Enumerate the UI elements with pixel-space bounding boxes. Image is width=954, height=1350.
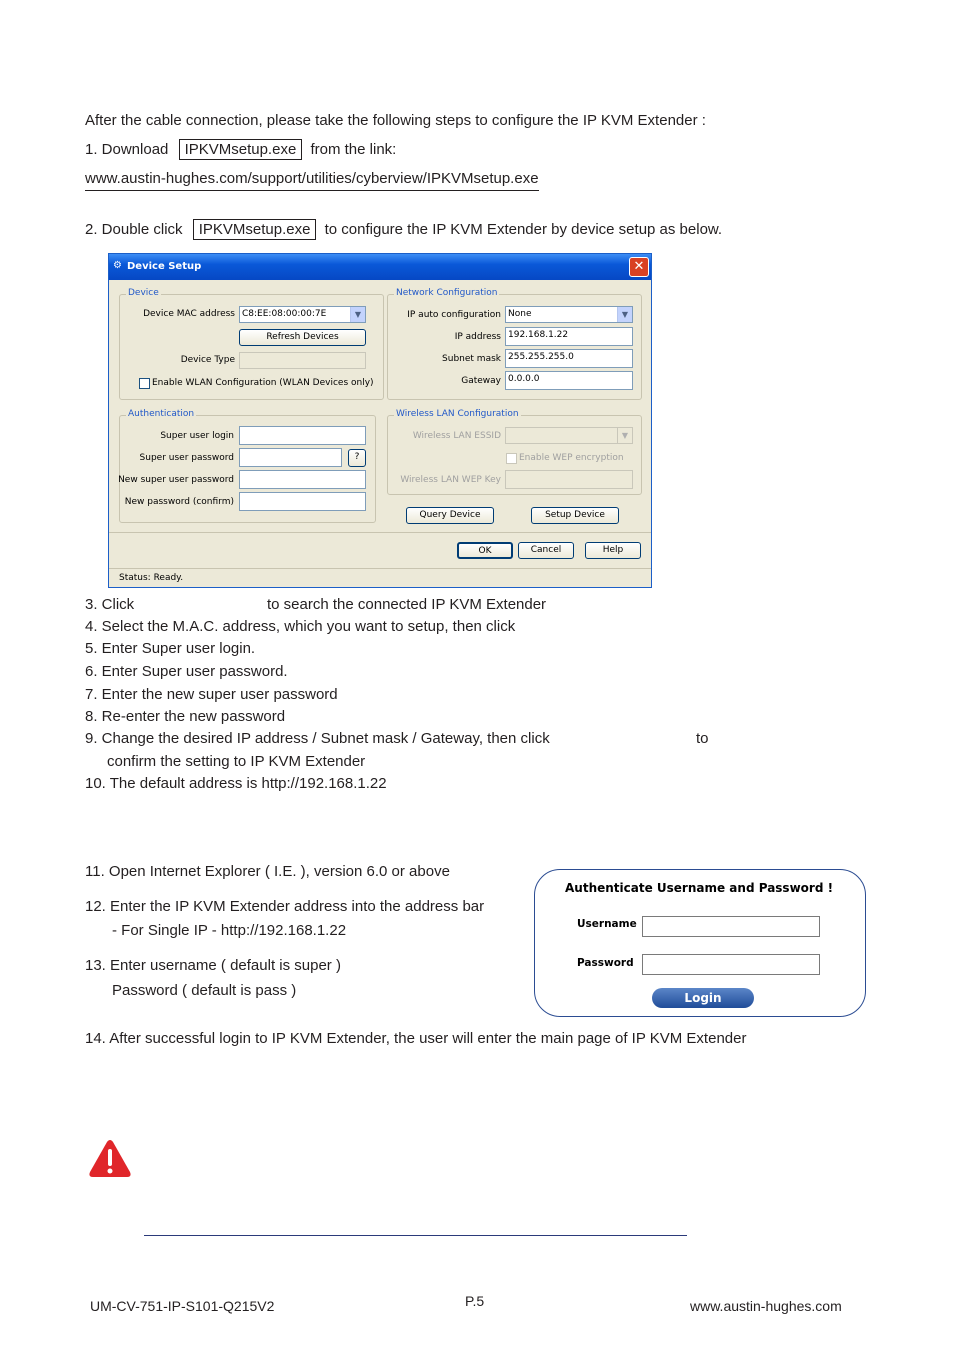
login-button[interactable]: Login [652,988,754,1008]
intro-text: After the cable connection, please take the following steps to configure the IP KVM Extender : [85,112,706,129]
wireless-lan-group-label: Wireless LAN Configuration [396,409,519,419]
step-9: 9. Change the desired IP address / Subnet mask / Gateway, then click [85,730,550,747]
new-password-label: New super user password [118,475,234,485]
mac-label: Device MAC address [143,309,235,319]
step-1-prefix: 1. Download [85,141,169,158]
step-2-prefix: 2. Double click [85,221,183,238]
cancel-button[interactable]: Cancel [518,542,574,559]
password-label: Password [577,957,634,969]
step-3-suffix: to search the connected IP KVM Extender [267,596,547,613]
ip-address-label: IP address [454,332,501,342]
step-9-continued: confirm the setting to IP KVM Extender [107,753,366,770]
wep-checkbox [506,453,517,464]
super-user-login-label: Super user login [160,431,234,441]
step-6: 6. Enter Super user password. [85,663,288,680]
horizontal-rule [144,1235,687,1236]
gateway-label: Gateway [461,376,501,386]
step-14: 14. After successful login to IP KVM Extender, the user will enter the main page of IP KVM Extender [85,1030,747,1047]
footer-doc-id: UM-CV-751-IP-S101-Q215V2 [90,1298,275,1314]
password-input[interactable] [642,954,820,975]
new-password-confirm-field[interactable] [239,492,366,511]
wep-key-label: Wireless LAN WEP Key [400,475,501,485]
ip-auto-value: None [508,309,532,319]
chevron-down-icon: ▼ [617,307,632,322]
dialog-title: Device Setup [127,261,202,272]
subnet-field[interactable]: 255.255.255.0 [505,349,633,368]
ok-button[interactable]: OK [457,542,513,559]
wep-checkbox-label: Enable WEP encryption [519,453,624,463]
new-password-confirm-label: New password (confirm) [124,497,234,507]
footer-website[interactable]: www.austin-hughes.com [690,1298,842,1314]
device-group-label: Device [128,288,159,298]
ip-auto-select[interactable] [505,306,633,323]
wlan-checkbox-label: Enable WLAN Configuration (WLAN Devices only) [152,378,374,388]
refresh-devices-button[interactable]: Refresh Devices [239,329,366,346]
super-user-login-field[interactable] [239,426,366,445]
help-button[interactable]: Help [585,542,641,559]
wep-key-field [505,470,633,489]
step-9-to: to [696,730,709,747]
step-3: 3. Click [85,596,135,613]
subnet-label: Subnet mask [442,354,501,364]
step-1 [85,141,396,158]
step-2-suffix: to configure the IP KVM Extender by device setup as below. [324,221,723,238]
footer-page-number: P.5 [465,1293,485,1309]
wlan-checkbox[interactable] [139,378,150,389]
username-label: Username [577,918,637,930]
new-password-field[interactable] [239,470,366,489]
query-device-button[interactable]: Query Device [406,507,494,524]
status-text: Status: Ready. [119,573,184,583]
close-icon[interactable]: ✕ [629,257,649,277]
chevron-down-icon: ▼ [350,307,365,322]
step-7: 7. Enter the new super user password [85,686,338,703]
step-8: 8. Re-enter the new password [85,708,286,725]
status-bar [109,568,651,588]
step-11: 11. Open Internet Explorer ( I.E. ), version 6.0 or above [85,863,450,880]
essid-select [505,427,633,444]
login-panel [534,869,866,1017]
super-user-password-label: Super user password [139,453,234,463]
essid-label: Wireless LAN ESSID [412,431,501,441]
app-icon: ⚙ [113,260,122,271]
step-13: 13. Enter username ( default is super ) [85,957,341,974]
device-type-label: Device Type [180,355,235,365]
step-1-suffix: from the link: [310,141,397,158]
dialog-titlebar [109,254,651,280]
setup-filename: IPKVMsetup.exe [179,139,303,160]
download-link[interactable]: www.austin-hughes.com/support/utilities/cyberview/IPKVMsetup.exe [85,170,539,191]
super-user-password-field[interactable] [239,448,342,467]
authentication-group-label: Authentication [128,409,195,419]
login-panel-title: Authenticate Username and Password ! [565,881,834,895]
gateway-field[interactable]: 0.0.0.0 [505,371,633,390]
step-13-detail: Password ( default is pass ) [112,982,297,999]
network-group-label: Network Configuration [396,288,498,298]
step-10: 10. The default address is http://192.168.1.22 [85,775,387,792]
chevron-down-icon: ▼ [617,428,632,443]
step-5: 5. Enter Super user login. [85,640,256,657]
ip-address-field[interactable]: 192.168.1.22 [505,327,633,346]
setup-filename: IPKVMsetup.exe [193,219,317,240]
step-12-detail: - For Single IP - http://192.168.1.22 [112,922,347,939]
device-type-field [239,352,366,369]
username-input[interactable] [642,916,820,937]
password-help-button[interactable]: ? [348,449,366,467]
setup-device-button[interactable]: Setup Device [531,507,619,524]
step-2 [85,221,722,238]
ip-auto-label: IP auto configuration [407,310,501,320]
warning-icon [88,1139,132,1179]
device-setup-dialog [108,253,652,588]
mac-value: C8:EE:08:00:00:7E [242,309,327,319]
mac-select[interactable] [239,306,366,323]
step-12: 12. Enter the IP KVM Extender address into the address bar [85,898,485,915]
step-4: 4. Select the M.A.C. address, which you want to setup, then click [85,618,516,635]
divider [109,532,651,533]
